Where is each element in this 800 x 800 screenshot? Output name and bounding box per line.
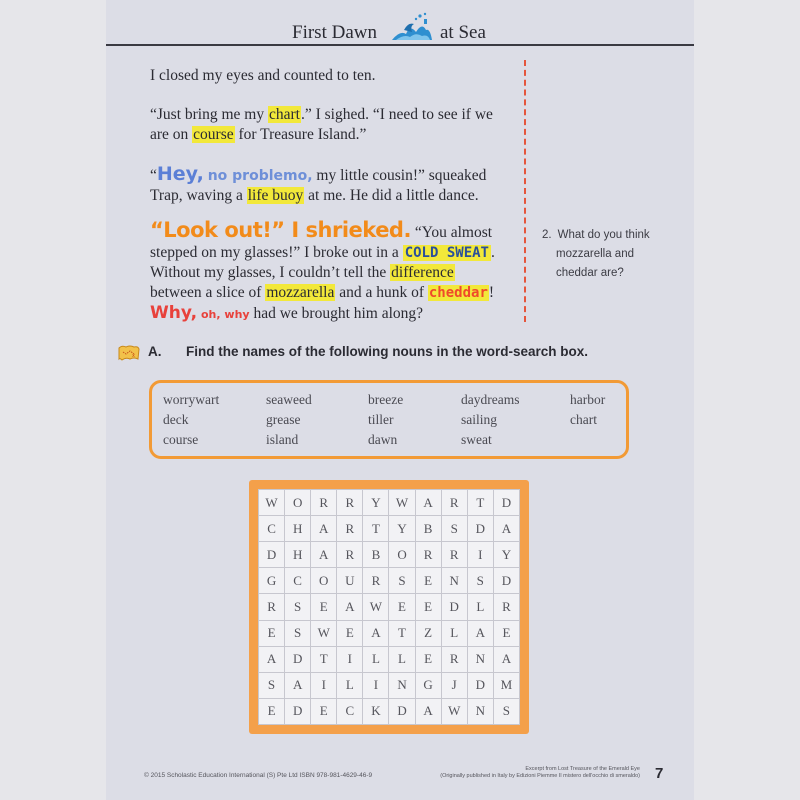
header-title-right: at Sea [440,22,486,43]
grid-cell[interactable]: D [467,672,493,698]
grid-row [259,516,520,542]
grid-cell[interactable]: A [285,672,311,698]
grid-cell[interactable]: I [363,672,389,698]
grid-cell[interactable]: A [493,516,519,542]
grid-row [259,620,520,646]
grid-cell[interactable]: T [311,646,337,672]
grid-cell[interactable]: Y [389,516,415,542]
vocab-mozzarella: mozzarella [266,284,335,301]
grid-cell[interactable]: A [259,646,285,672]
grid-cell[interactable]: W [363,594,389,620]
word-list-item: seaweed [266,392,312,407]
grid-cell[interactable]: L [467,594,493,620]
oh-text: oh, [200,308,221,321]
grid-cell[interactable]: R [311,490,337,516]
grid-cell[interactable]: H [285,542,311,568]
word-list-item: island [266,432,299,447]
grid-row [259,672,520,698]
grid-row [259,568,520,594]
word-list-item: sailing [461,412,497,427]
grid-cell[interactable]: R [493,594,519,620]
grid-cell[interactable]: O [389,542,415,568]
grid-cell[interactable]: D [493,490,519,516]
wave-icon [390,10,434,44]
grid-row [259,490,520,516]
story-paragraph-1: I closed my eyes and counted to ten. [150,67,376,84]
word-list-item: harbor [570,392,606,407]
grid-cell[interactable]: E [259,698,285,724]
grid-cell[interactable]: D [259,542,285,568]
grid-cell[interactable]: D [441,594,467,620]
grid-cell[interactable]: B [363,542,389,568]
grid-cell[interactable]: R [337,516,363,542]
word-list-item: chart [570,412,597,427]
grid-cell[interactable]: N [441,568,467,594]
word-list-item: breeze [368,392,404,407]
vocab-difference: difference [391,264,454,281]
section-letter: A. [148,344,162,359]
header-rule [106,44,694,46]
story-paragraph-3: “Hey, no problemo, my little cousin!” squeaked Trap, waving a life buoy at me. He did a little dance. [150,163,487,204]
question-line-3: cheddar are? [556,267,624,279]
grid-cell[interactable]: E [415,646,441,672]
grid-cell[interactable]: D [467,516,493,542]
grid-cell[interactable]: O [285,490,311,516]
grid-cell[interactable]: C [259,516,285,542]
word-list-item: course [163,432,199,447]
grid-cell[interactable]: J [441,672,467,698]
grid-cell[interactable]: L [389,646,415,672]
no-problemo-text: no problemo, [207,168,313,184]
grid-cell[interactable]: W [441,698,467,724]
grid-cell[interactable]: A [337,594,363,620]
grid-cell[interactable]: E [389,594,415,620]
story-text [150,66,510,344]
grid-cell[interactable]: S [285,620,311,646]
word-list-item: daydreams [461,392,520,407]
grid-cell[interactable]: R [363,568,389,594]
header-title-left: First Dawn [292,22,377,43]
grid-cell[interactable]: S [259,672,285,698]
grid-cell[interactable]: E [311,698,337,724]
footer-credit-line-2: (Originally published in Italy by Edizioni Piemme Il mistero dell'occhio di smeraldo) [440,773,640,779]
grid-cell[interactable]: R [441,542,467,568]
grid-cell[interactable]: I [337,646,363,672]
grid-row [259,698,520,724]
vocab-life-buoy: life buoy [247,187,304,204]
word-list-box [149,380,629,459]
grid-cell[interactable]: T [389,620,415,646]
grid-cell[interactable]: H [285,516,311,542]
why-small-text: why [224,308,250,321]
vocab-chart: chart [268,106,300,123]
footer-copyright: © 2015 Scholastic Education International (S) Pte Ltd ISBN 978-981-4629-46-9 [144,772,373,779]
vocab-course: course [193,126,234,143]
svg-text:x: x [132,353,135,359]
grid-cell[interactable]: L [363,646,389,672]
grid-cell[interactable]: S [285,594,311,620]
grid-cell[interactable]: U [337,568,363,594]
grid-cell[interactable]: R [441,646,467,672]
grid-cell[interactable]: O [311,568,337,594]
grid-cell[interactable]: A [415,698,441,724]
grid-cell[interactable]: Z [415,620,441,646]
word-list-item: deck [163,412,189,427]
grid-cell[interactable]: S [467,568,493,594]
grid-cell[interactable]: G [259,568,285,594]
grid-cell[interactable]: A [415,490,441,516]
word-list-item: worrywart [163,392,220,407]
cold-sweat-text: COLD SWEAT [404,245,489,261]
grid-cell[interactable]: W [311,620,337,646]
grid-cell[interactable]: G [415,672,441,698]
grid-cell[interactable]: N [389,672,415,698]
grid-cell[interactable]: A [467,620,493,646]
story-paragraph-2: “Just bring me my chart.” I sighed. “I need to see if we are on course for Treasure Island.” [150,106,493,143]
word-search-grid [258,489,520,725]
grid-cell[interactable]: W [389,490,415,516]
grid-cell[interactable]: I [467,542,493,568]
grid-cell[interactable]: D [493,568,519,594]
grid-cell[interactable]: A [311,542,337,568]
grid-cell[interactable]: S [441,516,467,542]
grid-cell[interactable]: A [493,646,519,672]
grid-cell[interactable]: D [389,698,415,724]
grid-cell[interactable]: A [311,516,337,542]
grid-row [259,594,520,620]
grid-cell[interactable]: R [337,542,363,568]
side-divider [524,60,526,322]
grid-cell[interactable]: S [493,698,519,724]
grid-cell[interactable]: N [467,698,493,724]
side-question [542,226,672,283]
treasure-map-icon [118,344,140,362]
grid-cell[interactable]: L [337,672,363,698]
grid-cell[interactable]: R [441,490,467,516]
grid-cell[interactable]: C [285,568,311,594]
grid-cell[interactable]: R [415,542,441,568]
page-number: 7 [655,765,664,782]
grid-cell[interactable]: T [467,490,493,516]
grid-row [259,542,520,568]
look-out-text: “Look out!” I shrieked. [150,218,411,242]
grid-cell[interactable]: I [311,672,337,698]
grid-cell[interactable]: E [415,594,441,620]
footer-credit [420,766,640,780]
grid-cell[interactable]: N [467,646,493,672]
glasses-text: glasses [244,244,289,261]
grid-cell[interactable]: M [493,672,519,698]
word-list-item: dawn [368,432,398,447]
footer-credit-line-1: Excerpt from Lost Treasure of the Emerald Eye [525,766,640,772]
vocab-cheddar: cheddar [428,285,488,301]
story-paragraph-4: “Look out!” I shrieked. “You almost stepped on my glasses!” I broke out in a COLD SWEAT . Without my glasses, I couldn’t tell the difference between a slice of mozzarella and a hunk of cheddar! Why, oh, why had we brought him along? [150,218,495,323]
grid-cell[interactable]: E [493,620,519,646]
grid-row [259,646,520,672]
grid-cell[interactable]: R [259,594,285,620]
grid-cell[interactable]: S [389,568,415,594]
question-line-1: What do you think [557,229,650,241]
section-instruction: Find the names of the following nouns in the word-search box. [186,344,589,359]
word-list-item: tiller [368,412,394,427]
grid-cell[interactable]: T [363,516,389,542]
grid-cell[interactable]: E [311,594,337,620]
grid-cell[interactable]: Y [493,542,519,568]
grid-cell[interactable]: D [285,698,311,724]
grid-cell[interactable]: E [337,620,363,646]
hey-text: Hey, [156,163,204,185]
grid-cell[interactable]: A [363,620,389,646]
grid-cell[interactable]: D [285,646,311,672]
question-number: 2. [542,229,552,241]
question-line-2: mozzarella and [556,248,634,260]
why-text: Why, [150,303,198,323]
grid-cell[interactable]: B [415,516,441,542]
grid-cell[interactable]: L [441,620,467,646]
grid-cell[interactable]: E [259,620,285,646]
grid-cell[interactable]: Y [363,490,389,516]
word-list-item: sweat [461,432,492,447]
grid-cell[interactable]: E [415,568,441,594]
grid-cell[interactable]: R [337,490,363,516]
grid-cell[interactable]: K [363,698,389,724]
grid-cell[interactable]: C [337,698,363,724]
grid-cell[interactable]: W [259,490,285,516]
word-list-item: grease [266,412,301,427]
